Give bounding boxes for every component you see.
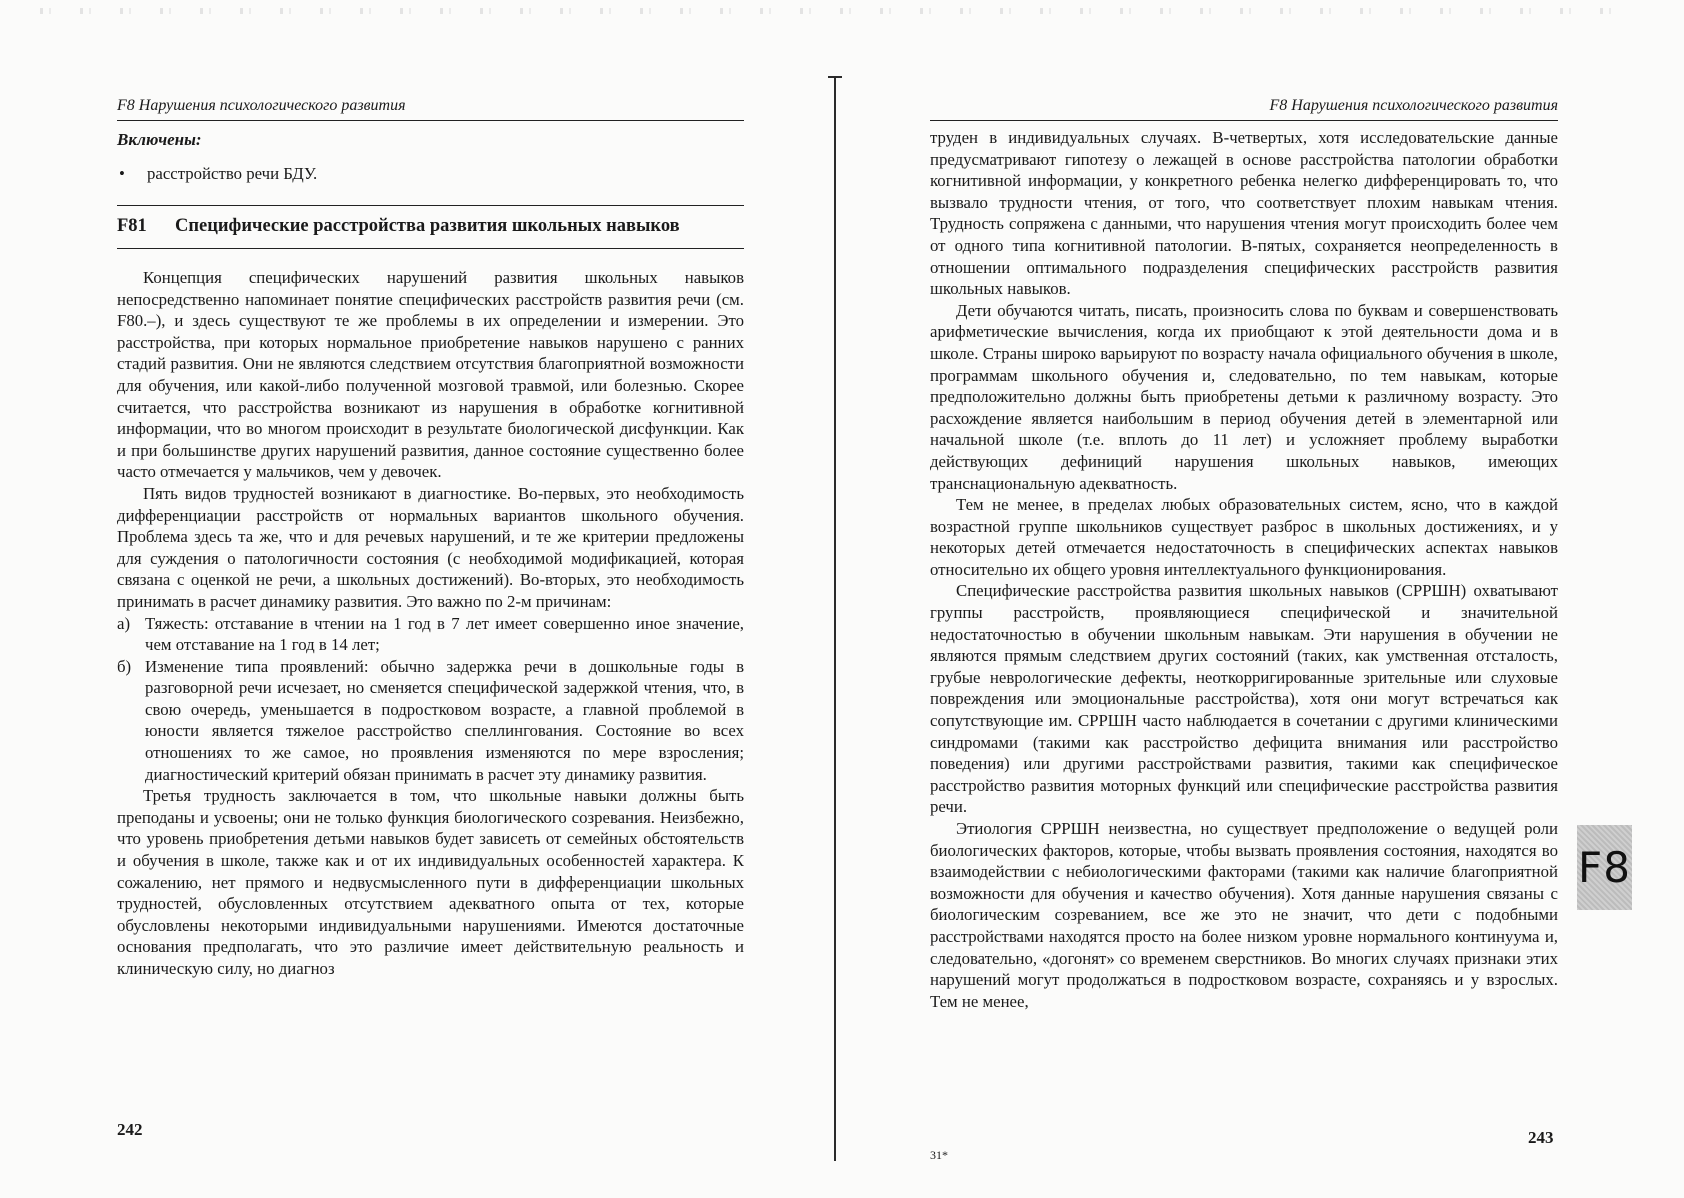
- book-spine-cap: [828, 76, 842, 78]
- page-number-right: 243: [1528, 1128, 1554, 1147]
- included-item: [117, 163, 744, 185]
- page-number-left: 242: [117, 1120, 143, 1139]
- list-marker: б): [117, 656, 132, 676]
- section-heading: [117, 205, 744, 249]
- body-paragraph: Этиология СРРШН неизвестна, но существует предположение о ведущей роли биологических факторов, которые, чтобы вызвать проявления состояния, находятся во взаимодействии с небиологическими факторами (такими как наличие благоприятной возможности для обучения и качество обучения). Хотя данные нарушения связаны с биологическим созреванием, все же это не значит, что дети с подобными расстройствами находятся просто на более низком уровне нормального континуума и, следовательно, «догонят» со временем сверстников. Во многих случаях признаки этих нарушений могут продолжаться в подростковом возрасте, сохраняясь и у взрослых. Тем не менее,: [930, 819, 1558, 1011]
- chapter-thumb-tab: [1577, 825, 1632, 910]
- body-paragraph: Пять видов трудностей возникают в диагностике. Во-первых, это необходимость дифференциации расстройств от нормальных вариантов школьного обучения. Проблема здесь та же, что и для речевых нарушений, и те же критерии предложены для суждения о патологичности состояния (с необходимой модификацией, которая связана с оценкой не речи, а школьных достижений). Во-вторых, это необходимость принимать в расчет динамику развития. Это важно по 2-м причинам:: [117, 483, 744, 611]
- body-paragraph: Третья трудность заключается в том, что школьные навыки должны быть преподаны и усвоены; они не только функция биологического созревания. Неизбежно, что уровень приобретения детьми навыков будет зависеть от семейных обстоятельств и обучения в школе, также как и от их индивидуальных особенностей характера. К сожалению, нет прямого и недвусмысленного пути в дифференциации школьных трудностей, обусловленных отсутствием адекватного опыта от тех, которые обусловлены некоторыми индивидуальными нарушениями. Имеются достаточные основания предполагать, что это различие имеет действительную реальность и клиническую силу, но диагноз: [117, 786, 744, 978]
- list-item: [117, 613, 744, 656]
- list-item-text: Изменение типа проявлений: обычно задержка речи в дошкольные годы в разговорной речи исчезает, но сменяется специфической задержкой чтения, что, в свою очередь, уменьшается в подростковом возрасте, а главной проблемой в юности является тяжелое расстройство спеллингования. Состояние во всех отношениях то же самое, но проявления изменяются по мере взросления; диагностический критерий обязан принимать в расчет эту динамику развития.: [145, 656, 744, 784]
- left-page: [117, 96, 744, 980]
- bullet-icon: •: [119, 164, 125, 183]
- list-marker: а): [117, 613, 131, 633]
- section-code: F81: [117, 216, 147, 236]
- list-item: [117, 656, 744, 786]
- continued-paragraph: труден в индивидуальных случаях. В-четвертых, хотя исследовательские данные предусматривают гипотезу о лежащей в основе расстройства патологии обработки когнитивной информации, у конкретного ребенка нелегко дифференцировать то, что вызвало трудности чтения, от того, что соответствует плохим навыкам чтения. Трудность сопряжена с данными, что нарушения чтения могут происходить более чем от одного типа когнитивной патологии. В-пятых, сохраняется неопределенность в отношении оптимального подразделения специфических расстройств развития школьных навыков.: [930, 128, 1558, 299]
- thumb-tab-label: F8: [1578, 843, 1631, 892]
- included-item-text: расстройство речи БДУ.: [147, 164, 318, 183]
- right-page: [930, 96, 1558, 1012]
- body-paragraph: Дети обучаются читать, писать, произносить слова по буквам и совершенствовать арифметические вычисления, когда их приобщают к этой деятельности дома и в школе. Страны широко варьируют по возрасту начала официального обучения в школе, программам школьного обучения и, следовательно, по тем навыкам, которые предположительно должны быть приобретены детьми к различному возрасту. Это расхождение является наибольшим в период обучения детей в элементарной или начальной школе (т.е. вплоть до 11 лет) и усложняет проблему выработки действующих дефиниций нарушения школьных навыков, имеющих транснациональную адекватность.: [930, 300, 1558, 493]
- running-head-left: F8 Нарушения психологического развития: [117, 96, 744, 121]
- running-head-right: F8 Нарушения психологического развития: [930, 96, 1558, 121]
- book-spine: [834, 76, 836, 1161]
- included-heading: Включены:: [117, 130, 202, 149]
- signature-mark: 31*: [930, 1148, 948, 1162]
- body-paragraph: Специфические расстройства развития школьных навыков (СРРШН) охватывают группы расстройств, проявляющиеся специфической и значительной недостаточностью в обучении школьным навыкам. Эти нарушения в обучении не являются прямым следствием других состояний (таких, как умственная отсталость, грубые неврологические дефекты, неоткорригированные зрительные или слуховые повреждения или эмоциональные расстройства), хотя они могут встречаться как сопутствующие им. СРРШН часто наблюдается в сочетании с другими клиническими синдромами (такими как расстройство дефицита внимания или расстройство поведения) или другими расстройствами развития, такими как специфическое расстройство развития моторных функций или специфические расстройства развития речи.: [930, 581, 1558, 817]
- body-paragraph: Концепция специфических нарушений развития школьных навыков непосредственно напоминает понятие специфических расстройств развития речи (см. F80.–), и здесь существуют те же проблемы в их определении и измерении. Это расстройства, при которых нормальное приобретение навыков нарушено с ранних стадий развития. Они не являются следствием отсутствия благоприятной возможности для обучения, или какой-либо полученной мозговой травмой, или болезнью. Скорее считается, что расстройства возникают из нарушения в обработке когнитивной информации, что во многом происходит в результате биологической дисфункции. Как и при большинстве других нарушений развития, данное состояние существенно более часто отмечается у мальчиков, чем у девочек.: [117, 268, 744, 482]
- scan-artifact-strip: [40, 8, 1640, 14]
- section-title: Специфические расстройства развития школьных навыков: [175, 216, 680, 236]
- list-item-text: Тяжесть: отставание в чтении на 1 год в 7 лет имеет совершенно иное значение, чем отставание на 1 год в 14 лет;: [145, 613, 744, 655]
- body-paragraph: Тем не менее, в пределах любых образовательных систем, ясно, что в каждой возрастной группе школьников существует разброс в школьных достижениях, и у некоторых детей отмечается недостаточность в специфических аспектах навыков относительно их общего уровня интеллектуального функционирования.: [930, 495, 1558, 579]
